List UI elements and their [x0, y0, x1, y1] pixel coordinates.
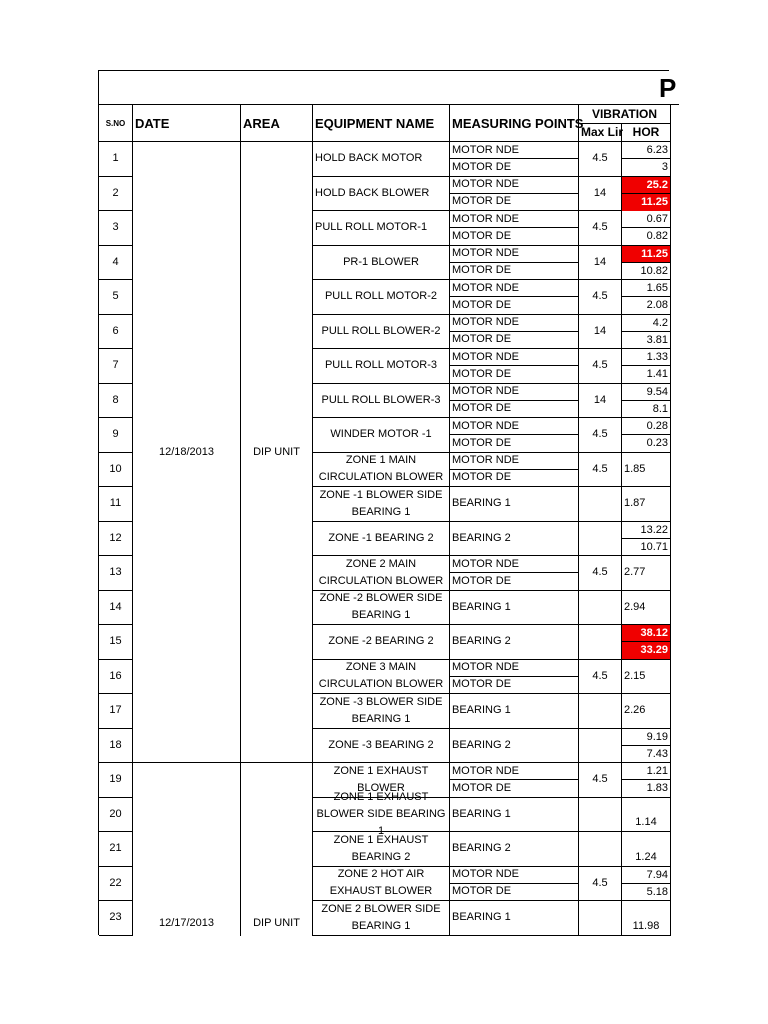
hor-value: 0.82 [646, 230, 668, 242]
hor-value: 1.41 [646, 368, 668, 380]
equipment-name: PULL ROLL BLOWER-2 [313, 315, 450, 350]
measuring-point: MOTOR DE [450, 332, 579, 349]
equipment-name: ZONE 1 EXHAUST BLOWER [313, 763, 450, 798]
hor-value: 0.23 [646, 437, 668, 449]
hor-value: 10.82 [640, 264, 668, 277]
equipment-name: ZONE 1 MAIN CIRCULATION BLOWER [313, 453, 450, 488]
row-sno: 11 [99, 487, 133, 522]
equipment-name: ZONE -2 BEARING 2 [313, 625, 450, 660]
measuring-point: MOTOR NDE [450, 660, 579, 677]
row-sno: 14 [99, 591, 133, 626]
measuring-point: MOTOR NDE [450, 211, 579, 228]
equipment-name: PR-1 BLOWER [313, 246, 450, 281]
row-sno: 23 [99, 901, 133, 936]
measuring-point: BEARING 2 [450, 625, 579, 660]
hor-value: 4.2 [622, 315, 670, 332]
hor-value-pair [622, 729, 671, 764]
max-limit-value: 4.5 [579, 660, 622, 695]
hor-value: 2.15 [622, 660, 671, 695]
measuring-point: MOTOR NDE [450, 867, 579, 884]
hor-value-pair [622, 625, 671, 660]
max-limit-value [579, 625, 622, 660]
max-limit-value [579, 901, 622, 936]
measuring-point: MOTOR DE [450, 470, 579, 487]
hor-value: 0.67 [622, 211, 670, 228]
row-sno: 4 [99, 246, 133, 281]
measuring-point: BEARING 1 [450, 694, 579, 729]
header-measuring-points: MEASURING POINTS [450, 105, 579, 142]
hor-value: 2.94 [622, 591, 671, 626]
hor-value: 2.08 [646, 299, 668, 311]
measuring-point: BEARING 1 [450, 798, 579, 833]
max-limit-value [579, 522, 622, 557]
report-title: P [659, 73, 677, 103]
row-sno: 20 [99, 798, 133, 833]
hor-value: 7.43 [646, 747, 668, 760]
hor-value: 13.22 [622, 522, 670, 539]
hor-value: 1.14 [622, 798, 671, 833]
max-limit-value: 4.5 [579, 280, 622, 315]
hor-value: 2.77 [622, 556, 671, 591]
hor-value: 6.23 [622, 142, 670, 159]
hor-value: 0.28 [622, 418, 670, 435]
max-limit-value: 4.5 [579, 763, 622, 798]
measuring-point: MOTOR DE [450, 297, 579, 314]
hor-value: 3.81 [646, 333, 668, 346]
max-limit-value [579, 591, 622, 626]
max-limit-value [579, 694, 622, 729]
hor-value: 3 [661, 161, 668, 173]
hor-value: 1.33 [622, 349, 670, 366]
hor-value: 1.85 [622, 453, 671, 488]
row-sno: 6 [99, 315, 133, 350]
hor-value: 33.29 [622, 642, 670, 659]
row-sno: 22 [99, 867, 133, 902]
measuring-point: MOTOR NDE [450, 280, 579, 297]
row-sno: 18 [99, 729, 133, 764]
row-sno: 9 [99, 418, 133, 453]
equipment-name: ZONE 3 MAIN CIRCULATION BLOWER [313, 660, 450, 695]
measuring-point: MOTOR NDE [450, 418, 579, 435]
header-vibration: VIBRATION [579, 105, 671, 124]
measuring-point: MOTOR NDE [450, 246, 579, 263]
hor-value: 7.94 [622, 867, 670, 884]
measuring-point: BEARING 1 [450, 487, 579, 522]
row-sno: 15 [99, 625, 133, 660]
hor-value: 8.1 [652, 402, 668, 415]
hor-value: 1.87 [622, 487, 671, 522]
row-sno: 10 [99, 453, 133, 488]
header-sno: S.NO [99, 105, 133, 142]
hor-value: 10.71 [640, 540, 668, 553]
max-limit-value: 14 [579, 177, 622, 212]
measuring-point: MOTOR NDE [450, 349, 579, 366]
equipment-name: ZONE -2 BLOWER SIDE BEARING 1 [313, 591, 450, 626]
hor-value-pair [622, 142, 671, 177]
row-sno: 2 [99, 177, 133, 212]
measuring-point: MOTOR NDE [450, 556, 579, 573]
row-sno: 19 [99, 763, 133, 798]
row-sno: 7 [99, 349, 133, 384]
header-area: AREA [241, 105, 313, 142]
measuring-point: MOTOR NDE [450, 384, 579, 401]
row-sno: 5 [99, 280, 133, 315]
measuring-point: MOTOR DE [450, 573, 579, 590]
group-date: 12/17/2013 [133, 763, 241, 936]
measuring-point: MOTOR DE [450, 884, 579, 901]
measuring-point: MOTOR DE [450, 401, 579, 418]
equipment-name: ZONE -3 BEARING 2 [313, 729, 450, 764]
hor-value-pair [622, 384, 671, 419]
equipment-name: ZONE -1 BLOWER SIDE BEARING 1 [313, 487, 450, 522]
max-limit-value: 4.5 [579, 556, 622, 591]
equipment-name: ZONE -3 BLOWER SIDE BEARING 1 [313, 694, 450, 729]
hor-value: 11.25 [622, 246, 670, 263]
row-sno: 17 [99, 694, 133, 729]
hor-value: 11.98 [622, 901, 671, 936]
row-sno: 8 [99, 384, 133, 419]
measuring-point: MOTOR NDE [450, 142, 579, 159]
max-limit-value: 4.5 [579, 418, 622, 453]
group-date: 12/18/2013 [133, 142, 241, 763]
hor-value-pair [622, 763, 671, 798]
equipment-name: ZONE 1 EXHAUST BLOWER SIDE BEARING 1 [313, 798, 450, 833]
equipment-name: ZONE 2 MAIN CIRCULATION BLOWER [313, 556, 450, 591]
max-limit-value: 4.5 [579, 211, 622, 246]
hor-value-pair [622, 522, 671, 557]
hor-value: 2.26 [622, 694, 671, 729]
row-sno: 21 [99, 832, 133, 867]
hor-value-pair [622, 177, 671, 212]
max-limit-value: 4.5 [579, 349, 622, 384]
row-sno: 16 [99, 660, 133, 695]
hor-value: 1.65 [622, 280, 670, 297]
measuring-point: BEARING 2 [450, 832, 579, 867]
hor-value: 9.19 [622, 729, 670, 746]
equipment-name: PULL ROLL MOTOR-2 [313, 280, 450, 315]
row-sno: 3 [99, 211, 133, 246]
max-limit-value: 14 [579, 246, 622, 281]
hor-value: 9.54 [622, 384, 670, 401]
vibration-report-sheet [98, 70, 677, 935]
header-equipment-name: EQUIPMENT NAME [313, 105, 450, 142]
equipment-name: HOLD BACK MOTOR [313, 142, 450, 177]
max-limit-value: 4.5 [579, 453, 622, 488]
measuring-point: MOTOR DE [450, 159, 579, 176]
title-row [99, 71, 679, 105]
hor-value-pair [622, 315, 671, 350]
row-sno: 1 [99, 142, 133, 177]
hor-value: 38.12 [622, 625, 670, 642]
header-max-limit: Max Lir [579, 124, 622, 142]
measuring-point: MOTOR NDE [450, 315, 579, 332]
hor-value: 1.83 [646, 782, 668, 794]
max-limit-value: 4.5 [579, 142, 622, 177]
equipment-name: PULL ROLL BLOWER-3 [313, 384, 450, 419]
equipment-name: WINDER MOTOR -1 [313, 418, 450, 453]
measuring-point: MOTOR DE [450, 677, 579, 694]
measuring-point: MOTOR DE [450, 194, 579, 211]
equipment-name: HOLD BACK BLOWER [313, 177, 450, 212]
hor-value-pair [622, 418, 671, 453]
max-limit-value [579, 832, 622, 867]
measuring-point: BEARING 2 [450, 729, 579, 764]
hor-value: 25.2 [622, 177, 670, 194]
measuring-point: MOTOR NDE [450, 177, 579, 194]
measuring-point: BEARING 2 [450, 522, 579, 557]
max-limit-value: 14 [579, 315, 622, 350]
measuring-point: BEARING 1 [450, 901, 579, 936]
measuring-point: MOTOR NDE [450, 763, 579, 780]
measuring-point: MOTOR DE [450, 366, 579, 383]
hor-value-pair [622, 349, 671, 384]
max-limit-value: 4.5 [579, 867, 622, 902]
equipment-name: PULL ROLL MOTOR-1 [313, 211, 450, 246]
equipment-name: ZONE 1 EXHAUST BEARING 2 [313, 832, 450, 867]
group-area: DIP UNIT [241, 142, 313, 763]
measuring-point: MOTOR DE [450, 263, 579, 280]
row-sno: 13 [99, 556, 133, 591]
max-limit-value [579, 487, 622, 522]
group-area: DIP UNIT [241, 763, 313, 936]
measuring-point: MOTOR DE [450, 228, 579, 245]
row-sno: 12 [99, 522, 133, 557]
measuring-point: BEARING 1 [450, 591, 579, 626]
hor-value: 1.21 [622, 763, 670, 780]
header-hor: HOR [622, 124, 671, 142]
equipment-name: ZONE 2 BLOWER SIDE BEARING 1 [313, 901, 450, 936]
hor-value: 11.25 [622, 194, 670, 211]
equipment-name: ZONE 2 HOT AIR EXHAUST BLOWER [313, 867, 450, 902]
header-date: DATE [133, 105, 241, 142]
hor-value: 5.18 [646, 885, 668, 898]
equipment-name: ZONE -1 BEARING 2 [313, 522, 450, 557]
max-limit-value [579, 729, 622, 764]
hor-value-pair [622, 867, 671, 902]
hor-value-pair [622, 280, 671, 315]
max-limit-value [579, 798, 622, 833]
measuring-point: MOTOR NDE [450, 453, 579, 470]
equipment-name: PULL ROLL MOTOR-3 [313, 349, 450, 384]
measuring-point: MOTOR DE [450, 780, 579, 797]
hor-value: 1.24 [622, 832, 671, 867]
hor-value-pair [622, 246, 671, 281]
max-limit-value: 14 [579, 384, 622, 419]
hor-value-pair [622, 211, 671, 246]
measuring-point: MOTOR DE [450, 435, 579, 452]
